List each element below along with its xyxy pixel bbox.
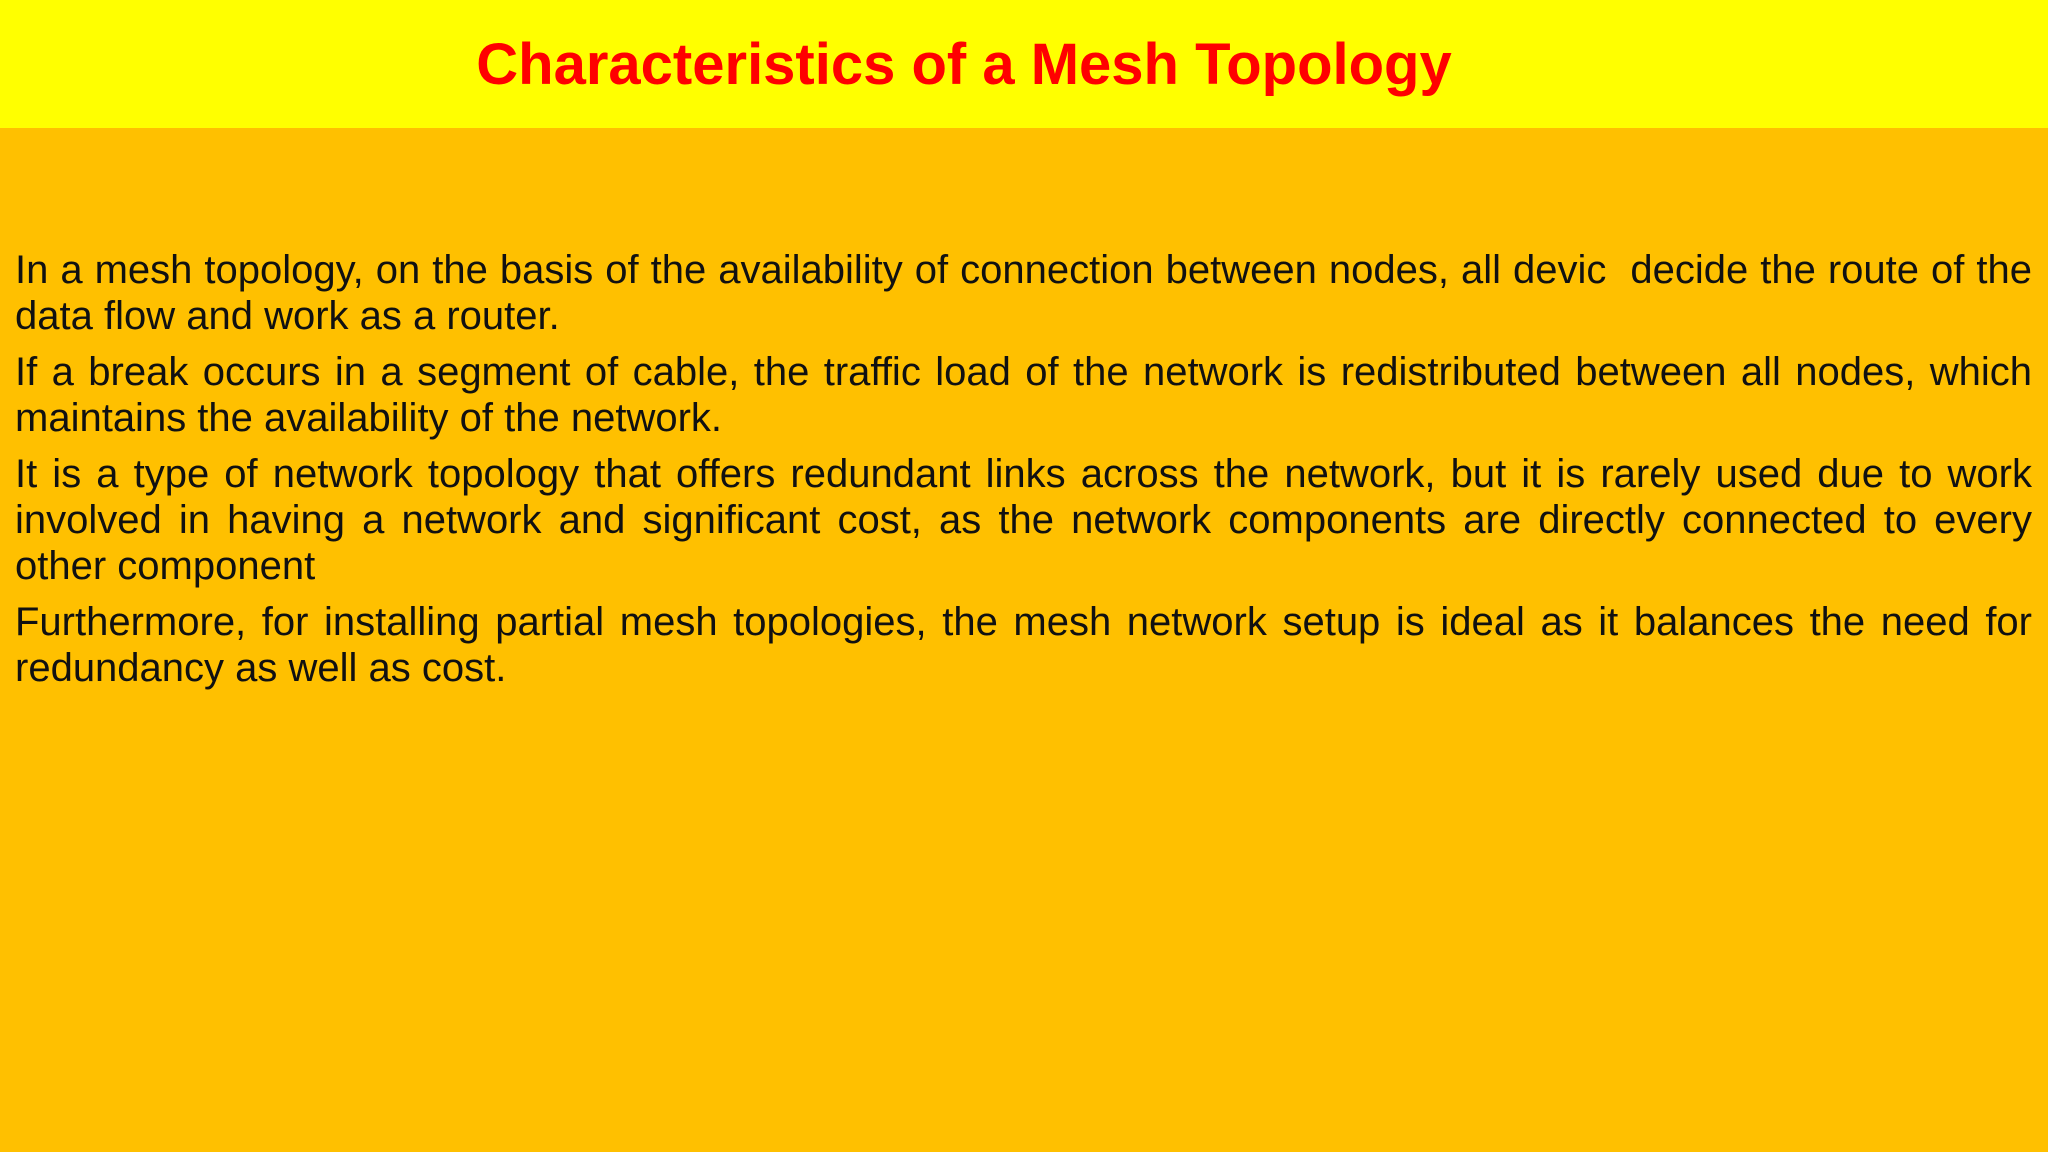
paragraph-2: If a break occurs in a segment of cable, the traffic load of the network is redistributed between all nodes, which maintains the availability of the network.: [15, 350, 2044, 440]
paragraph-1: In a mesh topology, on the basis of the availability of connection between nodes, all devic decide the route of the data flow and work as a router.: [15, 248, 2044, 338]
slide-title: Characteristics of a Mesh Topology: [476, 32, 1452, 97]
paragraph-3: It is a type of network topology that offers redundant links across the network, but it is rarely used due to work involved in having a network and significant cost, as the network components are directly connected to every other component: [15, 452, 2044, 588]
slide-body: [15, 247, 2044, 701]
paragraph-4: Furthermore, for installing partial mesh topologies, the mesh network setup is ideal as it balances the need for redundancy as well as cost.: [15, 600, 2044, 690]
title-bar: [0, 0, 2048, 128]
